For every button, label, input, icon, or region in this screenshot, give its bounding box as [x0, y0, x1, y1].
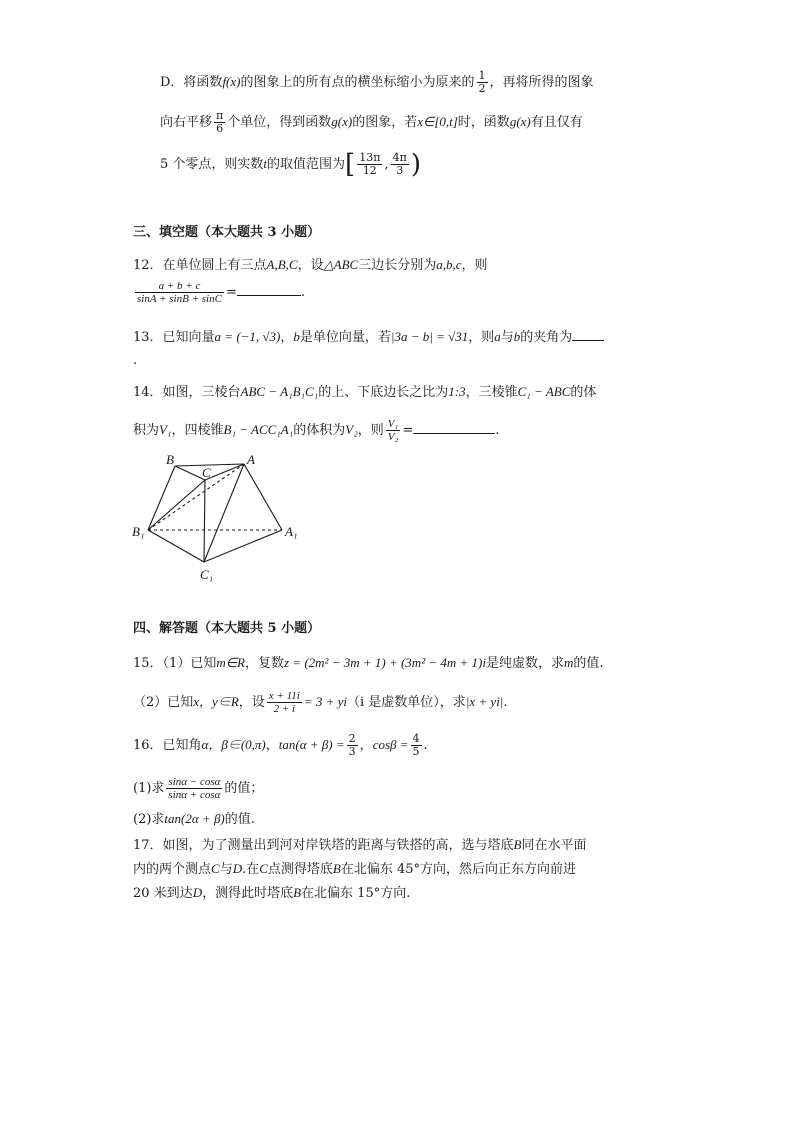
question-14-line1 [133, 383, 596, 402]
text: = [225, 285, 237, 300]
question-16-part1 [133, 776, 263, 801]
math: cosβ = [372, 737, 409, 752]
math: B [513, 837, 522, 852]
fraction [386, 418, 401, 443]
text: . [300, 285, 305, 300]
fraction [267, 690, 302, 715]
text: 三边长分别为 [358, 258, 437, 273]
text: ，设 [297, 258, 324, 273]
edge-B1B [148, 466, 175, 530]
text: (1)求 [133, 781, 165, 796]
right-paren: ) [410, 149, 421, 180]
text: 的图象，若 [352, 115, 418, 130]
text: 13．已知向量 [133, 330, 215, 345]
math: = 3 + yi [303, 694, 348, 709]
math: |3a − b| = √31 [390, 329, 469, 344]
math: x∈[0,t] [417, 114, 458, 129]
text: ，设 [238, 695, 265, 710]
text: 是单位向量，若 [299, 330, 391, 345]
math: B₁ − ACC₁A₁ [223, 422, 294, 437]
text: （2）已知 [133, 695, 194, 710]
denominator: 5 [412, 745, 420, 758]
edge-B1C1 [148, 530, 204, 562]
math: m [564, 655, 574, 670]
option-d-line1 [160, 70, 594, 95]
fraction [357, 152, 382, 177]
text: 的取值范围为 [267, 157, 346, 172]
text: 14．如图，三棱台 [133, 385, 241, 400]
numerator: 4π [392, 151, 407, 164]
text: 20 米到达 [133, 886, 193, 901]
numerator: 2 [348, 732, 356, 745]
question-16 [133, 733, 428, 758]
question-12 [133, 256, 488, 275]
text: 的图象上的所有点的横坐标缩小为原来的 [240, 75, 475, 90]
question-14-line2 [133, 418, 499, 443]
question-17-line1 [133, 836, 587, 855]
math: α，β∈(0,π) [201, 737, 266, 752]
math: tan(α + β) = [278, 737, 345, 752]
answer-blank[interactable] [237, 295, 301, 296]
text: 与 [500, 330, 514, 345]
text: 的体 [570, 385, 597, 400]
text: . [495, 423, 500, 438]
question-17-line3 [133, 884, 410, 903]
math: g(x) [509, 114, 531, 129]
text: 的值； [224, 781, 264, 796]
math: g(x) [331, 114, 353, 129]
text: (2)求 [133, 812, 165, 827]
text: 17．如图，为了测量出到河对岸铁塔的距离与铁搭的高，选与塔底 [133, 838, 514, 853]
fraction [166, 776, 222, 801]
text: ，复数 [244, 656, 284, 671]
left-bracket: [ [345, 149, 356, 180]
denominator: sinα + cosα [168, 789, 221, 801]
math: B [332, 861, 341, 876]
fraction [411, 733, 422, 758]
text: 有且仅有 [530, 115, 583, 130]
math: C [211, 861, 220, 876]
text: . [423, 738, 428, 753]
math: D [192, 885, 203, 900]
label-C: C [202, 465, 211, 480]
question-17-line2 [133, 860, 576, 879]
text: 内的两个测点 [133, 862, 212, 877]
fraction [214, 110, 225, 135]
text: 的夹角为 [520, 330, 573, 345]
numerator: 4 [412, 732, 420, 745]
numerator: sinα − cosα [168, 776, 221, 788]
option-d-line2 [160, 110, 583, 135]
numerator: a + b + c [135, 280, 224, 293]
text: 12．在单位圆上有三点 [133, 258, 267, 273]
text: 16．已知角 [133, 738, 202, 753]
denominator: 2 + i [273, 703, 296, 715]
math: t [263, 156, 268, 171]
label-B1: B₁ [132, 524, 145, 539]
denominator: 2 [478, 82, 486, 95]
text: 同在水平面 [521, 838, 587, 853]
text: 的值. [224, 812, 255, 827]
math: m∈R [216, 655, 245, 670]
text: ，则 [357, 423, 384, 438]
numerator: 1 [478, 69, 486, 82]
text: 在北偏东 15°方向. [301, 886, 411, 901]
text: ， [280, 330, 294, 345]
denominator: sinA + sinB + sinC [137, 293, 222, 305]
text: D．将函数 [160, 75, 223, 90]
text: 5 个零点，则实数 [160, 157, 264, 172]
text: （i 是虚数单位），求 [347, 695, 466, 710]
text: ， [359, 738, 373, 753]
math: B [293, 885, 302, 900]
math: D [232, 861, 243, 876]
math: a = (−1, √3) [214, 329, 281, 344]
math: V₂ [345, 422, 358, 437]
question-13 [133, 328, 604, 347]
math: b [293, 329, 300, 344]
fraction [347, 733, 358, 758]
label-B: B [166, 452, 174, 467]
edge-CC1 [204, 480, 205, 562]
question-16-part2 [133, 810, 255, 829]
math: A,B,C [266, 257, 298, 272]
label-C1: C₁ [200, 567, 214, 582]
text: 的体积为 [293, 423, 346, 438]
section-4-heading: 四、解答题（本大题共 5 小题） [133, 621, 321, 636]
denominator: 3 [348, 745, 356, 758]
fraction [391, 152, 409, 177]
label-A1: A₁ [285, 524, 298, 539]
option-d-line3: 5 个零点，则实数t的取值范围为[ $\frac{13\pi}{12}$ , $\frac{4\pi}{3}$ ) [160, 149, 421, 180]
text: . [503, 695, 508, 710]
text: .在 [242, 862, 260, 877]
question-13-end: . [133, 353, 138, 368]
text: 积为 [133, 423, 160, 438]
edge-C1A1 [204, 530, 282, 562]
math: x，y∈R [193, 694, 239, 709]
question-15-part2 [133, 690, 508, 715]
math: a [494, 329, 501, 344]
question-15-part1 [133, 654, 604, 673]
math: f(x) [222, 74, 241, 89]
math: △ABC [323, 257, 359, 272]
denominator: 6 [216, 122, 224, 135]
numerator: π [216, 109, 224, 122]
text: 向右平移 [160, 115, 213, 130]
math: V₁ [159, 422, 172, 437]
math: ABC − A₁B₁C₁ [240, 384, 319, 399]
text: 与 [219, 862, 233, 877]
frustum-figure [130, 450, 310, 585]
edge-BC [175, 466, 205, 480]
fraction [135, 280, 224, 305]
text: 15．（1）已知 [133, 656, 217, 671]
text: ，则 [461, 258, 488, 273]
text: ，四棱锥 [171, 423, 224, 438]
text: ，测得此时塔底 [202, 886, 294, 901]
math: b [513, 329, 521, 344]
section-3-heading: 三、填空题（本大题共 3 小题） [133, 225, 321, 240]
denominator: V₂ [387, 431, 399, 443]
numerator: V₁ [387, 418, 399, 430]
math: C [259, 861, 268, 876]
math: 1:3 [448, 384, 466, 399]
edge-B1C [148, 480, 205, 530]
math: a,b,c [436, 257, 462, 272]
text: 时，函数 [457, 115, 510, 130]
numerator: 13π [359, 151, 381, 164]
text: 个单位，得到函数 [227, 115, 332, 130]
text: = [402, 423, 414, 438]
label-A: A [247, 452, 255, 467]
text: 在北偏东 45°方向，然后向正东方向前进 [340, 862, 577, 877]
text: 点测得塔底 [267, 862, 333, 877]
math: tan(2α + β) [164, 811, 225, 826]
edge-AA1 [244, 464, 282, 530]
text: ， [265, 738, 279, 753]
question-12-formula [133, 280, 305, 305]
numerator: x + 11i [268, 690, 300, 702]
denominator: 12 [362, 164, 377, 177]
answer-blank[interactable] [572, 340, 604, 341]
fraction [477, 70, 488, 95]
math: C₁ − ABC [517, 384, 571, 399]
text: ，则 [468, 330, 495, 345]
text: 是纯虚数，求 [485, 656, 564, 671]
text: ，再将所得的图象 [489, 75, 594, 90]
answer-blank[interactable] [413, 433, 495, 434]
math: |x + yi| [465, 694, 504, 709]
text: ，三棱锥 [465, 385, 518, 400]
math: z = (2m² − 3m + 1) + (3m² − 4m + 1)i [284, 655, 486, 670]
text: 的上、下底边长之比为 [318, 385, 449, 400]
denominator: 3 [396, 164, 404, 177]
text: 的值. [573, 656, 604, 671]
